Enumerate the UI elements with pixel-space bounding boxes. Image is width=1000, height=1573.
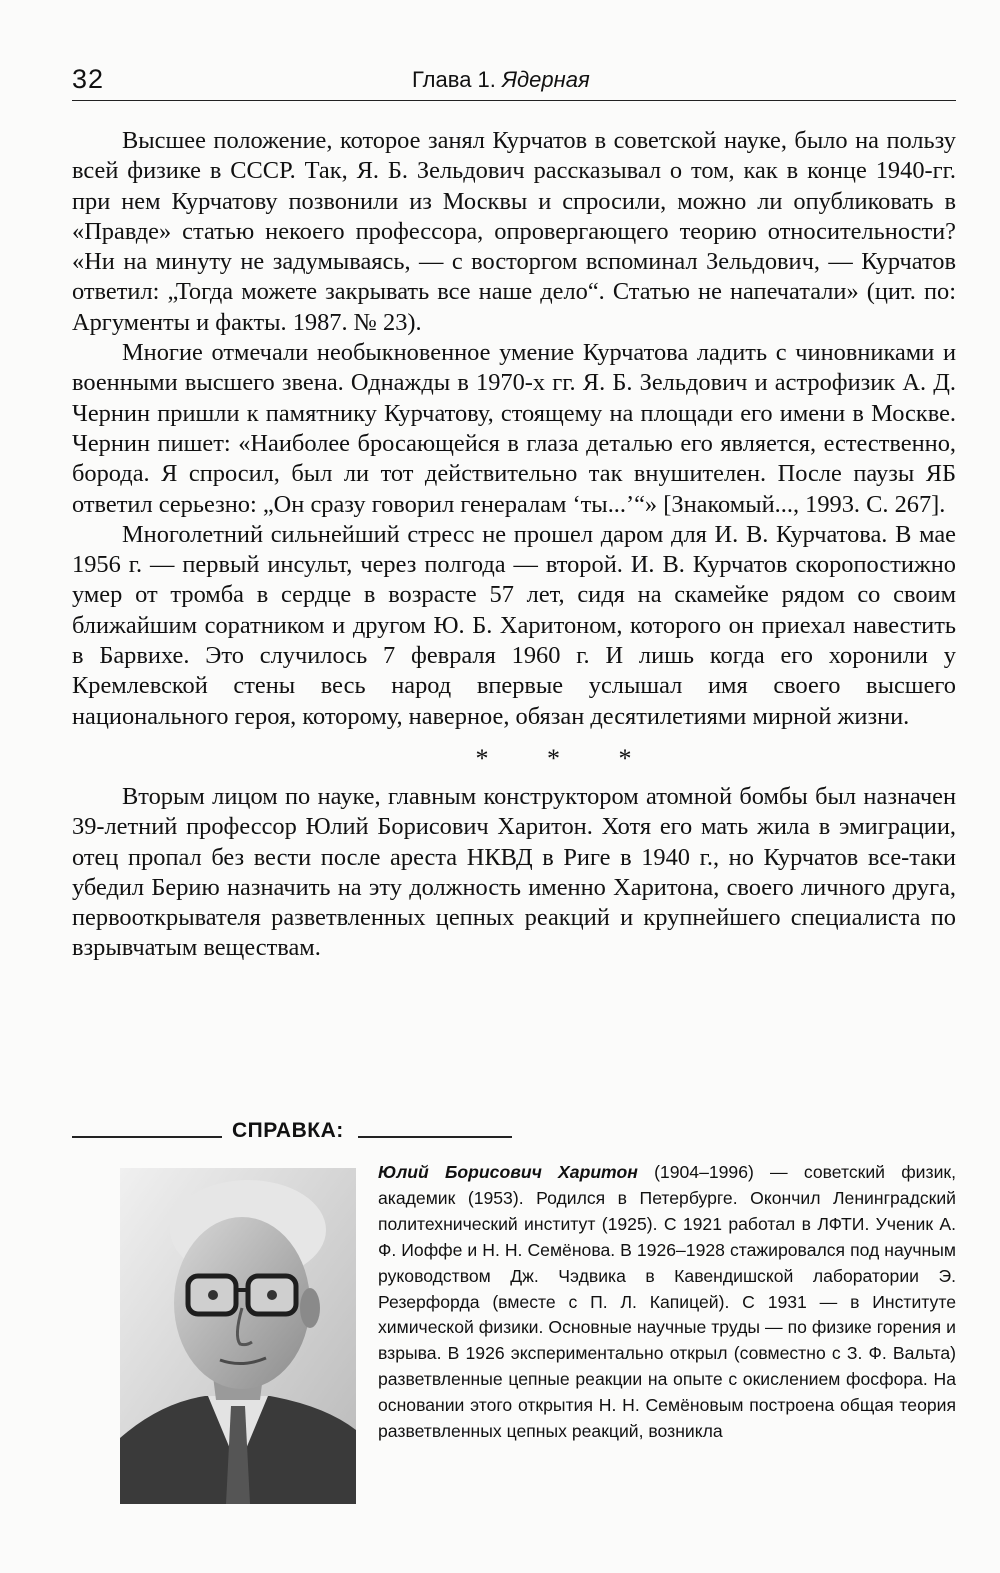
portrait-illustration (120, 1168, 356, 1504)
running-head (412, 67, 590, 93)
paragraph-1: Высшее положение, которое занял Курчатов в советской науке, было на пользу всей физике в СССР. Так, Я. Б. Зельдович рассказывал о том, как в конце 1940-гг. при нем Курчатову позвонили из Москвы и спросили, можно ли опубликовать в «Правде» статью некоего профессора, опровергающего теорию относительности? «Ни на минуту не задумываясь, — с восторгом вспоминал Зельдович, — Курчатов ответил: „Тогда можете закрывать все наше дело“. Статью не напечатали» (цит. по: Аргументы и факты. 1987. № 23). (72, 127, 956, 336)
reference-text (378, 1160, 956, 1445)
reference-heading (72, 1119, 512, 1149)
book-page (72, 0, 956, 1573)
paragraph-2: Многие отмечали необыкновенное умение Курчатова ладить с чиновниками и военными высшего звена. Однажды в 1970-х гг. Я. Б. Зельдович и астрофизик А. Д. Чернин пришли к памятнику Курчатову, стоящему на площади его имени в Москве. Чернин пишет: «Наиболее бросающейся в глаза деталью его является, естественно, борода. Я спросил, был ли тот действительно так внушителен. После паузы ЯБ ответил серьезно: „Он сразу говорил генералам ‘ты...’“» [Знакомый..., 1993. С. 267]. (72, 339, 956, 518)
section-separator: * * * (475, 743, 658, 773)
running-head-title: Ядерная (502, 67, 590, 92)
running-head-chapter: Глава 1. (412, 67, 496, 92)
page-header (72, 62, 956, 101)
reference-rule-right (358, 1136, 512, 1138)
portrait-photo (120, 1168, 356, 1504)
reference-name: Юлий Борисович Харитон (378, 1162, 638, 1182)
reference-body: (1904–1996) — советский физик, академик (1953). Родился в Петербурге. Окончил Ленинградский политехнический институт (1925). С 1921 работал в ЛФТИ. Ученик А. Ф. Иоффе и Н. Н. Семёнова. В 1926–1928 стажировался под научным руководством Дж. Чэдвика в Кавендишской лаборатории Э. Резерфорда (вместе с П. Л. Капицей). С 1931 — в Институте химической физики. Основные научные труды — по физике горения и взрыва. В 1926 экспериментально открыл (совместно с З. Ф. Вальта) разветвленные цепные реакции на опыте с окислением фосфора. На основании этого открытия Н. Н. Семёновым построена общая теория разветвленных цепных реакций, возникла (378, 1162, 956, 1442)
page-number: 32 (72, 64, 105, 94)
main-text (72, 126, 956, 964)
paragraph-3: Многолетний сильнейший стресс не прошел даром для И. В. Курчатова. В мае 1956 г. — первый инсульт, через полгода — второй. И. В. Курчатов скоропостижно умер от тромба в сердце в возрасте 57 лет, сидя на скамейке рядом со своим ближайшим соратником и другом Ю. Б. Харитоном, которого он приехал навестить в Барвихе. Это случилось 7 февраля 1960 г. И лишь когда его хоронили у Кремлевской стены весь народ впервые услышал имя своего высшего национального героя, которому, наверное, обязан десятилетиями мирной жизни. (72, 520, 956, 730)
reference-rule-left (72, 1136, 222, 1138)
reference-title: СПРАВКА: (232, 1119, 344, 1142)
paragraph-4: Вторым лицом по науке, главным конструктором атомной бомбы был назначен 39-летний профессор Юлий Борисович Харитон. Хотя его мать жила в эмиграции, отец пропал без вести после ареста НКВД в Риге в 1940 г., но Курчатов все-таки убедил Берию назначить на эту должность именно Харитона, своего личного друга, первооткрывателя разветвленных цепных реакций и крупнейшего специалиста по взрывчатым веществам. (72, 782, 956, 962)
